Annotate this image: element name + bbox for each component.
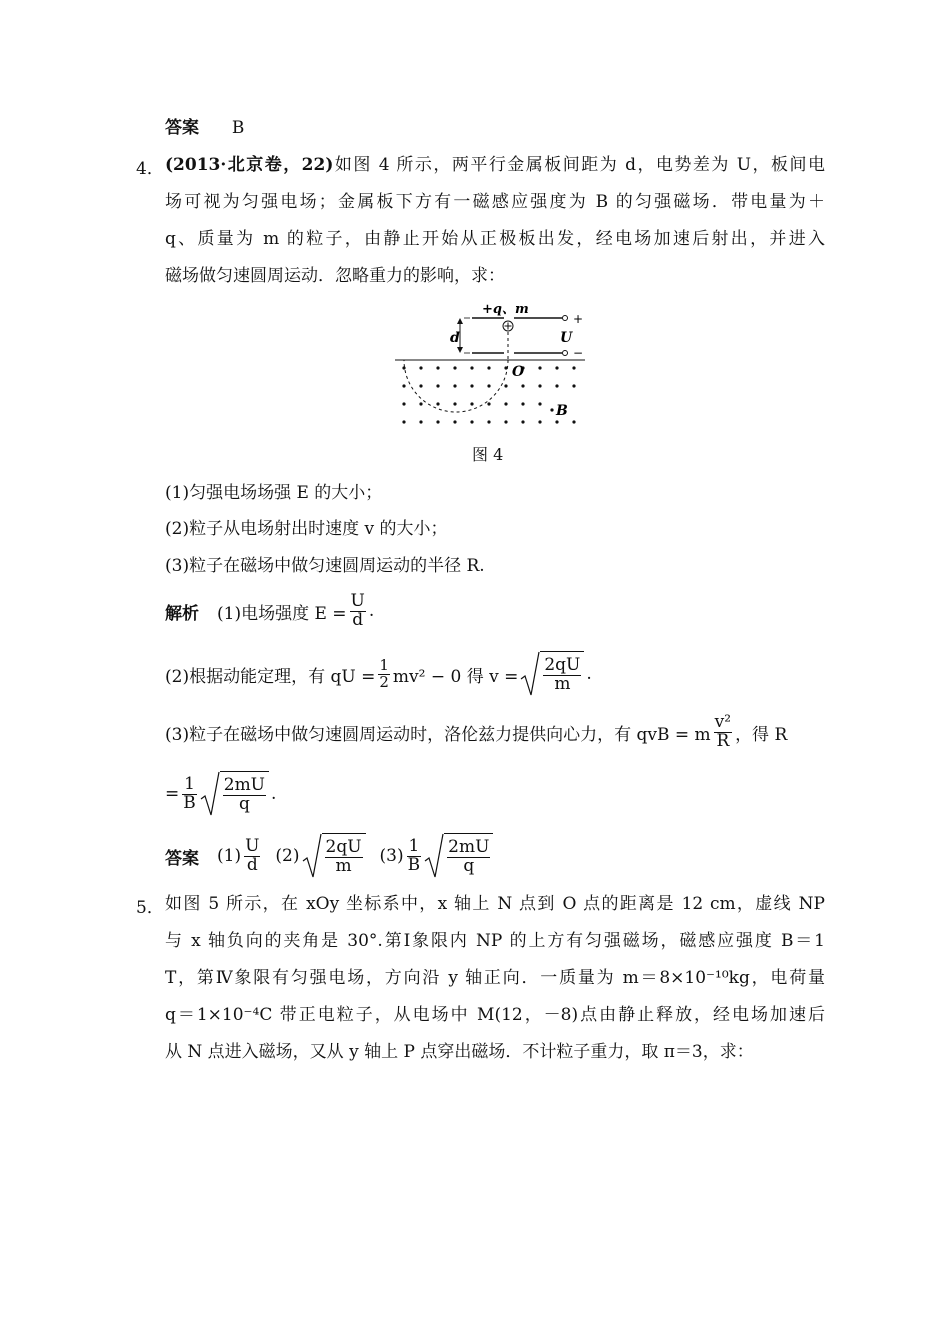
answer-4 [165, 833, 493, 879]
field-dot [504, 366, 507, 369]
field-dot [487, 402, 490, 405]
question-4-text: 如图 4 所示，两平行金属板间距为 d，电势差为 U，板间电 [333, 155, 825, 175]
question-4-line-4: 磁场做匀速圆周运动．忽略重力的影响，求： [165, 266, 505, 286]
label-minus: − [573, 346, 584, 360]
field-dot [419, 384, 422, 387]
field-dot [470, 366, 473, 369]
solution-label: 解析 [165, 603, 199, 624]
figure-4-caption: 图 4 [472, 445, 504, 464]
field-dot [470, 420, 473, 423]
field-dot [572, 384, 575, 387]
field-dot [487, 384, 490, 387]
field-dot [402, 420, 405, 423]
question-5-line-2: 与 x 轴负向的夹角是 30°.第Ⅰ象限内 NP 的上方有匀强磁场，磁感应强度 B＝1 [165, 931, 825, 951]
field-dot [555, 366, 558, 369]
answer-4-sqrt-3: $\frac{2mU}{q}$ [424, 833, 493, 879]
solution-3b-eq: = [165, 784, 180, 804]
fraction-half: $\frac{1}{2}$ [379, 655, 389, 691]
field-dot [487, 366, 490, 369]
field-dot [453, 420, 456, 423]
field-dot [550, 408, 553, 411]
solution-step-3b [165, 771, 276, 817]
question-4-line-2: 场可视为匀强电场；金属板下方有一磁感应强度为 B 的匀强磁场．带电量为＋ [165, 192, 825, 212]
field-dot [453, 366, 456, 369]
field-dot [538, 366, 541, 369]
question-5-line-1: 如图 5 所示，在 xOy 坐标系中，x 轴上 N 点到 O 点的距离是 12 cm，虚线 NP [165, 894, 825, 914]
solution-1-text: (1)电场强度 E = [217, 603, 347, 624]
field-dot [538, 402, 541, 405]
field-dot [419, 366, 422, 369]
question-4-part-3: (3)粒子在磁场中做匀速圆周运动的半径 R. [165, 556, 485, 576]
sqrt-2qu-over-m: $\frac{2qU}{m}$ [520, 651, 584, 697]
field-dot [436, 384, 439, 387]
field-dot [572, 420, 575, 423]
field-dot [453, 384, 456, 387]
field-dot [470, 384, 473, 387]
field-dot [572, 366, 575, 369]
solution-3-mid: ，得 R [735, 724, 788, 745]
label-charge: +q、m [482, 302, 529, 317]
field-dot [436, 402, 439, 405]
answer-4-label: 答案 [165, 848, 199, 869]
sqrt-2mu-over-q: $\frac{2mU}{q}$ [200, 771, 269, 817]
solution-3-text: (3)粒子在磁场中做匀速圆周运动时，洛伦兹力提供向心力，有 qvB = m [165, 724, 711, 745]
answer-3 [165, 117, 825, 139]
field-dot [402, 384, 405, 387]
answer-value: B [231, 118, 245, 138]
solution-2-end: . [586, 664, 592, 684]
field-dot [538, 420, 541, 423]
field-dot [402, 402, 405, 405]
question-4-part-1: (1)匀强电场场强 E 的大小； [165, 483, 383, 503]
field-dot [436, 366, 439, 369]
question-5-line-3: T，第Ⅳ象限有匀强电场，方向沿 y 轴正向．一质量为 m＝8×10⁻¹⁰kg，电荷量 [165, 968, 825, 988]
question-4-line-3: q、质量为 m 的粒子，由静止开始从正极板出发，经电场加速后射出，并进入 [165, 229, 825, 249]
answer-4-part-3: (3) [379, 846, 404, 866]
solution-3b-end: . [271, 784, 277, 804]
answer-4-part-1: (1) [217, 846, 242, 866]
question-4-source: (2013·北京卷，22) [165, 155, 334, 175]
field-dot [521, 384, 524, 387]
label-distance: d [450, 330, 460, 346]
field-dot [402, 366, 405, 369]
solution-step-2 [165, 651, 592, 697]
answer-4-frac-1: $\frac{U}{d}$ [245, 835, 260, 875]
question-4-line-1 [165, 154, 825, 176]
answer-4-frac-3: $\frac{1}{B}$ [407, 835, 421, 875]
field-dot [504, 420, 507, 423]
field-dot [521, 402, 524, 405]
field-dot [538, 384, 541, 387]
label-voltage: U [560, 330, 573, 346]
question-4-number: 4． [136, 159, 164, 179]
question-5-number: 5． [136, 898, 164, 918]
fraction-u-over-d: $\frac{U}{d}$ [350, 591, 365, 630]
solution-2-text: (2)根据动能定理，有 qU = [165, 666, 376, 687]
field-dot [487, 420, 490, 423]
solution-1-end: . [368, 601, 375, 622]
field-dot [470, 402, 473, 405]
field-dot [555, 384, 558, 387]
field-dot [436, 420, 439, 423]
field-dot [521, 420, 524, 423]
answer-label: 答案 [165, 118, 199, 138]
field-dot [419, 420, 422, 423]
solution-step-3 [165, 714, 825, 751]
field-dot [419, 402, 422, 405]
label-origin: O [512, 364, 525, 380]
field-dot [453, 402, 456, 405]
answer-4-sqrt-2: $\frac{2qU}{m}$ [302, 833, 366, 879]
question-5-line-4: q＝1×10⁻⁴C 带正电粒子，从电场中 M(12，－8)点由静止释放，经电场加速后 [165, 1005, 825, 1025]
solution-2-mid: mv² − 0 得 v = [392, 666, 519, 687]
field-dot [504, 384, 507, 387]
question-4-part-2: (2)粒子从电场射出时速度 v 的大小； [165, 519, 448, 539]
field-dot [555, 420, 558, 423]
question-5-line-5: 从 N 点进入磁场，又从 y 轴上 P 点穿出磁场．不计粒子重力，取 π＝3，求： [165, 1042, 754, 1062]
label-plus: + [573, 312, 584, 326]
label-field: B [556, 403, 568, 419]
fraction-v2-over-r: $\frac{\text{v²}}{R}$ [714, 712, 732, 751]
fraction-1-over-b: $\frac{1}{B}$ [183, 773, 196, 813]
solution-step-1 [165, 593, 374, 630]
figure-4 [390, 296, 590, 436]
answer-4-part-2: (2) [275, 846, 300, 866]
field-dot [504, 402, 507, 405]
